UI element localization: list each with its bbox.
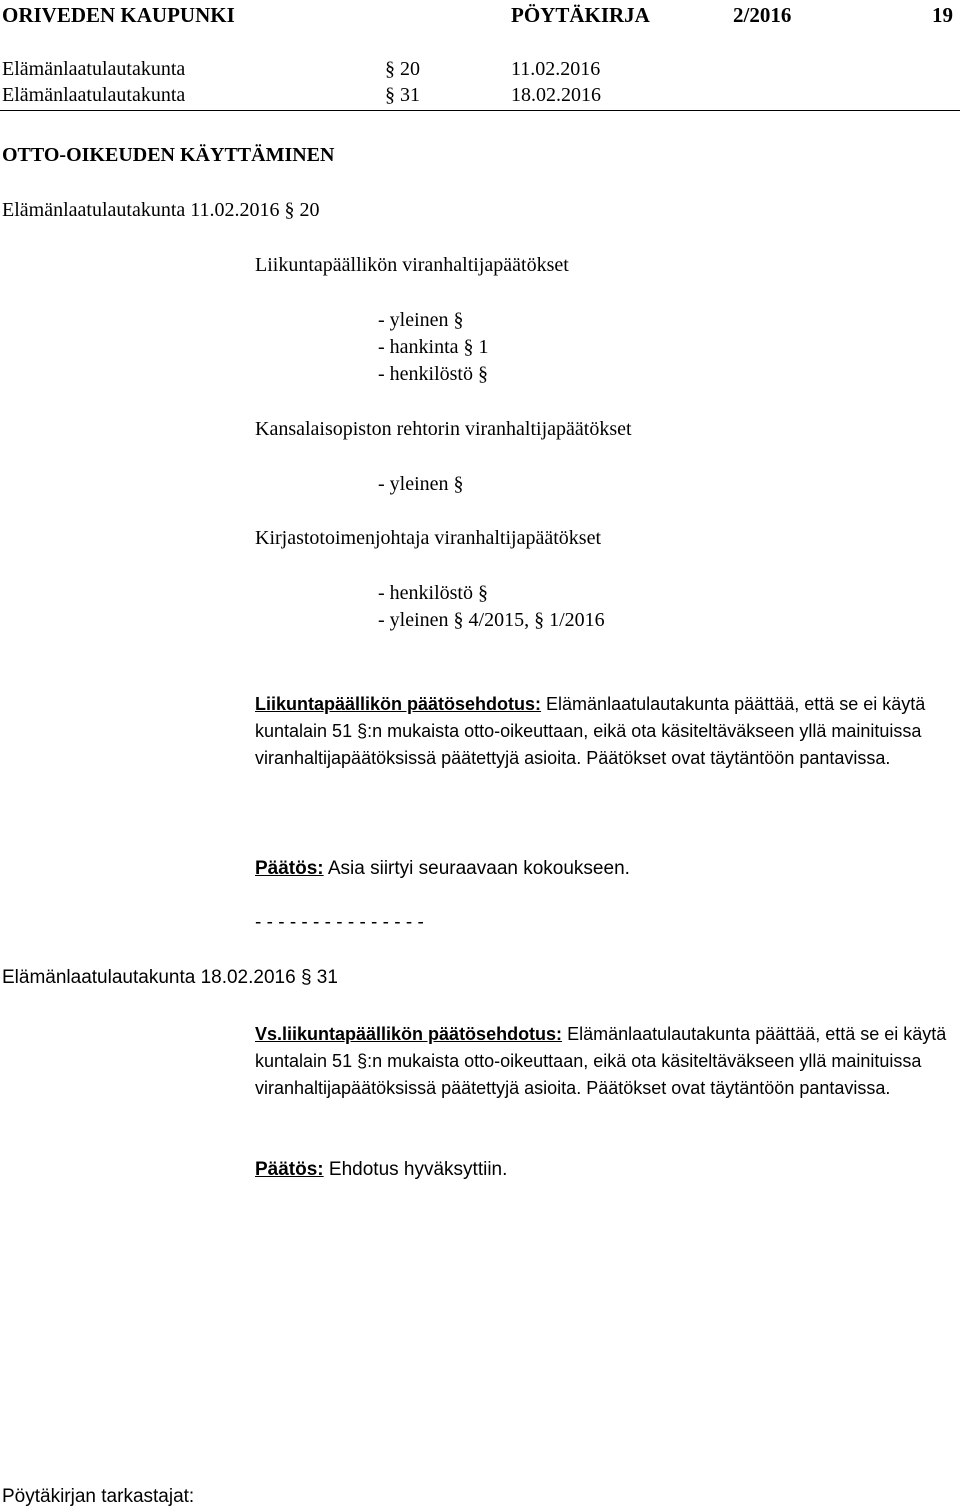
- header-divider: [0, 110, 960, 111]
- group-heading: Kirjastotoimenjohtaja viranhaltijapäätökset: [255, 527, 602, 549]
- group-heading: Kansalaisopiston rehtorin viranhaltijapäätökset: [255, 418, 632, 440]
- meeting-date: 18.02.2016: [511, 84, 601, 106]
- group-item: - yleinen § 4/2015, § 1/2016: [378, 609, 605, 631]
- meeting-section: § 20: [385, 58, 420, 80]
- meeting-body: Elämänlaatulautakunta: [2, 84, 186, 106]
- group-item: - yleinen §: [378, 309, 464, 331]
- section-separator: - - - - - - - - - - - - - - -: [255, 912, 424, 933]
- meeting-date: 11.02.2016: [511, 58, 601, 80]
- proposal-label: Liikuntapäällikön päätösehdotus:: [255, 694, 542, 714]
- proposal-text: Elämänlaatulautakunta päättää, että se ei käytä kuntalain 51 §:n mukaista otto-oikeuttaan, eikä ota käsiteltäväkseen yllä mainituissa viranhaltijapäätöksissä päätettyjä asioita. Päätökset ovat täytäntöön pantavissa.: [255, 1024, 947, 1098]
- decision-label: Päätös:: [255, 1159, 324, 1180]
- group-item: - hankinta § 1: [378, 336, 489, 358]
- proposal-label: Vs.liikuntapäällikön päätösehdotus:: [255, 1024, 563, 1044]
- decision-label: Päätös:: [255, 858, 324, 879]
- group-heading: Liikuntapäällikön viranhaltijapäätökset: [255, 254, 569, 276]
- reviewers-label: Pöytäkirjan tarkastajat:: [2, 1486, 195, 1507]
- proposal-paragraph: [255, 691, 960, 772]
- decision-line: [255, 1159, 507, 1181]
- second-meeting-reference: Elämänlaatulautakunta 18.02.2016 § 31: [2, 967, 338, 988]
- page-number: 19: [932, 3, 953, 27]
- document-type: PÖYTÄKIRJA: [511, 3, 650, 27]
- issue-number: 2/2016: [733, 3, 792, 27]
- proposal-paragraph: [255, 1021, 960, 1102]
- municipality-name: ORIVEDEN KAUPUNKI: [2, 3, 235, 27]
- group-item: - henkilöstö §: [378, 363, 488, 385]
- section-title: OTTO-OIKEUDEN KÄYTTÄMINEN: [2, 144, 335, 166]
- group-item: - yleinen §: [378, 473, 464, 495]
- group-item: - henkilöstö §: [378, 582, 488, 604]
- meeting-body: Elämänlaatulautakunta: [2, 58, 186, 80]
- meeting-section: § 31: [385, 84, 420, 106]
- first-meeting-reference: Elämänlaatulautakunta 11.02.2016 § 20: [2, 199, 320, 221]
- proposal-text: Elämänlaatulautakunta päättää, että se ei käytä kuntalain 51 §:n mukaista otto-oikeuttaan, eikä ota käsiteltäväkseen yllä mainituissa viranhaltijapäätöksissä päätettyjä asioita. Päätökset ovat täytäntöön pantavissa.: [255, 694, 926, 768]
- decision-text: Asia siirtyi seuraavaan kokoukseen.: [323, 858, 630, 879]
- decision-line: [255, 858, 630, 880]
- decision-text: Ehdotus hyväksyttiin.: [323, 1159, 508, 1180]
